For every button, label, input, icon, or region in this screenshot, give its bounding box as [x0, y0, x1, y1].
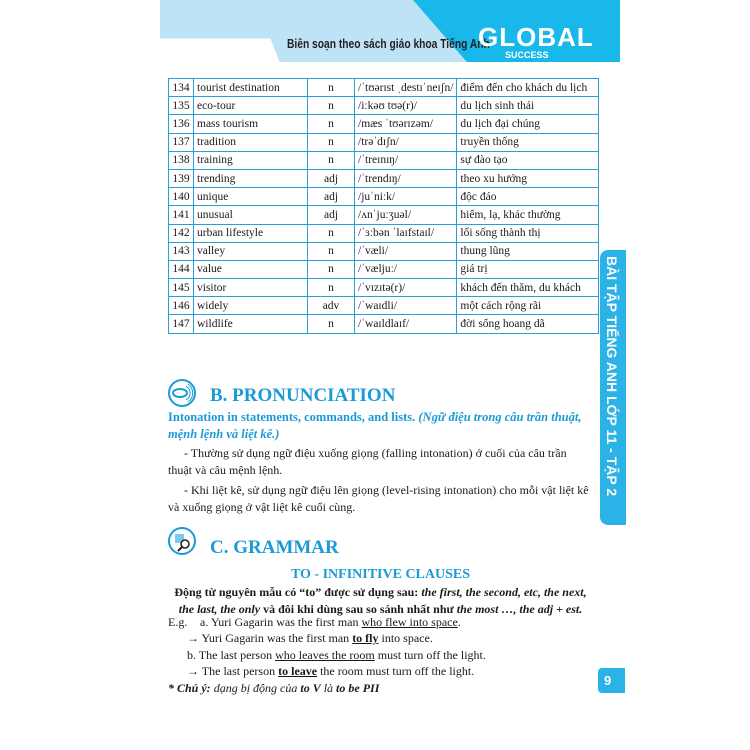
- meaning: thung lũng: [457, 242, 599, 260]
- vocabulary-table: [168, 78, 599, 334]
- entry-number: 135: [169, 97, 194, 115]
- meaning: đời sống hoang dã: [457, 315, 599, 333]
- table-row: [169, 260, 599, 278]
- phonetic: /mæs ˈtʊərɪzəm/: [355, 115, 457, 133]
- word-type: adj: [308, 206, 355, 224]
- word-type: n: [308, 315, 355, 333]
- entry-number: 143: [169, 242, 194, 260]
- meaning: du lịch đại chúng: [457, 115, 599, 133]
- table-row: [169, 151, 599, 169]
- entry-number: 147: [169, 315, 194, 333]
- table-row: [169, 133, 599, 151]
- table-row: [169, 79, 599, 97]
- side-tab-label: BÀI TẬP TIẾNG ANH LỚP 11 - TẬP 2: [604, 256, 620, 497]
- entry-number: 146: [169, 297, 194, 315]
- entry-number: 142: [169, 224, 194, 242]
- word-type: adv: [308, 297, 355, 315]
- meaning: truyền thống: [457, 133, 599, 151]
- logo-success: SUCCESS: [505, 50, 549, 60]
- phonetic: /ˈwaɪdli/: [355, 297, 457, 315]
- word: wildlife: [194, 315, 308, 333]
- meaning: giá trị: [457, 260, 599, 278]
- word: trending: [194, 169, 308, 187]
- table-row: [169, 297, 599, 315]
- word-type: n: [308, 224, 355, 242]
- phonetic: /ˈtʊərɪst ˌdestɪˈneɪʃn/: [355, 79, 457, 97]
- phonetic: /ˈvæli/: [355, 242, 457, 260]
- header-subtitle: Biên soạn theo sách giáo khoa Tiếng Anh: [287, 37, 490, 51]
- word-type: adj: [308, 188, 355, 206]
- word-type: n: [308, 279, 355, 297]
- table-row: [169, 97, 599, 115]
- entry-number: 139: [169, 169, 194, 187]
- entry-number: 138: [169, 151, 194, 169]
- phonetic: /trəˈdɪʃn/: [355, 133, 457, 151]
- pronunciation-rule-2: - Khi liệt kê, sử dụng ngữ điệu lên giọng (level-rising intonation) cho mỗi vật liệt kê và xuống giọng ở vật liệt kê cuối cùng.: [168, 483, 589, 514]
- phonetic: /ˈvæljuː/: [355, 260, 457, 278]
- pronunciation-rule-1: - Thường sử dụng ngữ điệu xuống giọng (falling intonation) ở cuối của câu trần thuật và câu mệnh lệnh.: [168, 446, 567, 477]
- example-label: E.g.: [168, 615, 188, 629]
- table-row: [169, 242, 599, 260]
- entry-number: 137: [169, 133, 194, 151]
- meaning: lối sống thành thị: [457, 224, 599, 242]
- entry-number: 134: [169, 79, 194, 97]
- word: unique: [194, 188, 308, 206]
- word-type: n: [308, 260, 355, 278]
- pronunciation-icon: [168, 379, 196, 407]
- phonetic: /ˈvɪzɪtə(r)/: [355, 279, 457, 297]
- word: tradition: [194, 133, 308, 151]
- entry-number: 140: [169, 188, 194, 206]
- entry-number: 136: [169, 115, 194, 133]
- phonetic: /ˈtrendɪŋ/: [355, 169, 457, 187]
- meaning: một cách rộng rãi: [457, 297, 599, 315]
- meaning: theo xu hướng: [457, 169, 599, 187]
- word: unusual: [194, 206, 308, 224]
- table-row: [169, 206, 599, 224]
- meaning: điểm đến cho khách du lịch: [457, 79, 599, 97]
- word-type: n: [308, 151, 355, 169]
- word-type: n: [308, 133, 355, 151]
- word: urban lifestyle: [194, 224, 308, 242]
- table-row: [169, 188, 599, 206]
- grammar-heading: TO - INFINITIVE CLAUSES: [290, 567, 471, 582]
- example-b2: → The last person to leave the room must turn off the light.: [187, 664, 475, 678]
- grammar-magnifier-icon: [168, 527, 196, 555]
- grammar-note: * Chú ý: dạng bị động của to V là to be PII: [168, 681, 380, 695]
- table-row: [169, 169, 599, 187]
- word: training: [194, 151, 308, 169]
- logo-global: GLOBAL: [478, 22, 594, 52]
- word-type: n: [308, 242, 355, 260]
- word: eco-tour: [194, 97, 308, 115]
- entry-number: 145: [169, 279, 194, 297]
- example-a1: a. Yuri Gagarin was the first man who flew into space.: [200, 615, 461, 629]
- meaning: sự đào tạo: [457, 151, 599, 169]
- meaning: hiếm, lạ, khác thường: [457, 206, 599, 224]
- word: tourist destination: [194, 79, 308, 97]
- phonetic: /ˈwaɪldlaɪf/: [355, 315, 457, 333]
- word: mass tourism: [194, 115, 308, 133]
- word: value: [194, 260, 308, 278]
- word: widely: [194, 297, 308, 315]
- phonetic: /ˈtreɪnɪŋ/: [355, 151, 457, 169]
- phonetic: /iːkəʊ tʊə(r)/: [355, 97, 457, 115]
- example-a2: → Yuri Gagarin was the first man to fly into space.: [187, 631, 433, 645]
- page-number: 9: [598, 668, 625, 693]
- phonetic: /ʌnˈjuːʒuəl/: [355, 206, 457, 224]
- table-row: [169, 224, 599, 242]
- pronunciation-subtitle: Intonation in statements, commands, and lists. (Ngữ điệu trong câu trần thuật, mệnh lệnh và liệt kê.): [168, 410, 582, 441]
- word-type: n: [308, 79, 355, 97]
- grammar-intro: Động từ nguyên mẫu có “to” được sử dụng sau: the first, the second, etc, the next, the last, the only và đôi khi dùng sau so sánh nhất như the most …, the adj + est.: [174, 585, 587, 616]
- phonetic: /ˈɜːbən ˈlaɪfstaɪl/: [355, 224, 457, 242]
- table-row: [169, 115, 599, 133]
- table-row: [169, 279, 599, 297]
- entry-number: 141: [169, 206, 194, 224]
- grammar-title: C. GRAMMAR: [210, 537, 339, 558]
- table-row: [169, 315, 599, 333]
- example-b1: b. The last person who leaves the room must turn off the light.: [187, 648, 486, 662]
- word-type: n: [308, 97, 355, 115]
- word: visitor: [194, 279, 308, 297]
- word-type: adj: [308, 169, 355, 187]
- word: valley: [194, 242, 308, 260]
- phonetic: /juˈniːk/: [355, 188, 457, 206]
- pronunciation-title: B. PRONUNCIATION: [210, 385, 396, 406]
- meaning: du lịch sinh thái: [457, 97, 599, 115]
- word-type: n: [308, 115, 355, 133]
- meaning: khách đến thăm, du khách: [457, 279, 599, 297]
- meaning: độc đáo: [457, 188, 599, 206]
- side-tab: [600, 250, 626, 525]
- entry-number: 144: [169, 260, 194, 278]
